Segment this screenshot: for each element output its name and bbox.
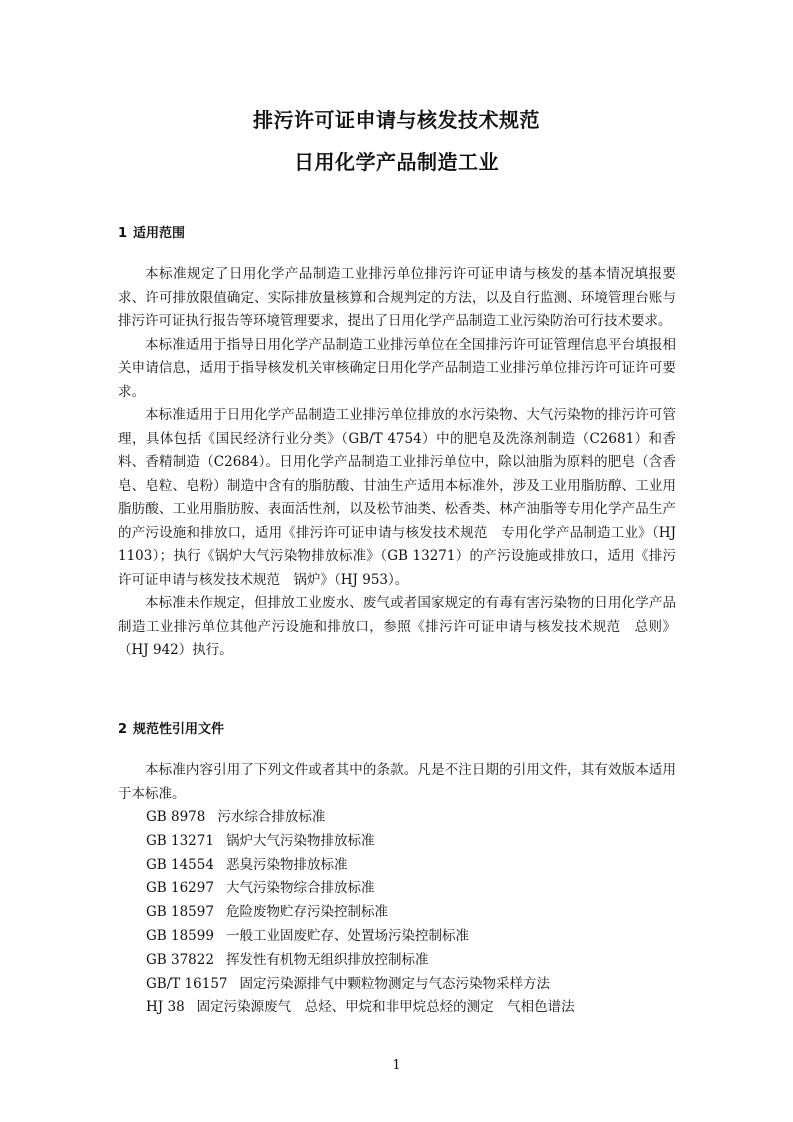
- reference-item: [146, 996, 686, 1020]
- reference-code: GB 8978: [146, 809, 206, 825]
- paragraph: 本标准内容引用了下列文件或者其中的条款。凡是不注日期的引用文件，其有效版本适用于本标准。: [118, 762, 676, 802]
- reference-title: 大气污染物综合排放标准: [225, 880, 375, 897]
- reference-item: [146, 854, 686, 878]
- paragraph: 本标准适用于指导日用化学产品制造工业排污单位在全国排污许可证管理信息平台填报相关申请信息，适用于指导核发机关审核确定日用化学产品制造工业排污单位排污许可证许可要求。: [118, 336, 676, 400]
- section-2-title: 规范性引用文件: [133, 722, 225, 737]
- reference-title: 一般工业固废贮存、处置场污染控制标准: [225, 927, 469, 944]
- reference-code: HJ 38: [146, 999, 185, 1016]
- reference-code: GB 16297: [146, 880, 214, 897]
- reference-title: 危险废物贮存污染控制标准: [225, 904, 388, 921]
- reference-title: 恶臭污染物排放标准: [225, 856, 348, 873]
- reference-list: [146, 806, 686, 1020]
- document-title: 排污许可证申请与核发技术规范: [253, 108, 540, 132]
- reference-code: GB 13271: [146, 832, 214, 849]
- section-2-number: 2: [118, 722, 128, 737]
- section-2-intro: [118, 759, 676, 806]
- reference-code: GB/T 16157: [146, 975, 228, 992]
- reference-title: 固定污染源废气 总烃、甲烷和非甲烷总烃的测定 气相色谱法: [196, 999, 575, 1016]
- reference-title: 污水综合排放标准: [217, 809, 326, 825]
- reference-code: GB 37822: [146, 951, 214, 968]
- paragraph: 本标准规定了日用化学产品制造工业排污单位排污许可证申请与核发的基本情况填报要求、许可排放限值确定、实际排放量核算和合规判定的方法，以及自行监测、环境管理台账与排污许可证执行报告等环境管理要求，提出了日用化学产品制造工业污染防治可行技术要求。: [118, 266, 676, 329]
- page-number: 1: [392, 1058, 401, 1073]
- section-1-title: 适用范围: [133, 226, 186, 241]
- reference-item: [146, 901, 686, 925]
- document-subtitle: 日用化学产品制造工业: [294, 150, 499, 174]
- section-1-body: [118, 263, 676, 663]
- section-2-heading: [118, 718, 224, 737]
- paragraph: 本标准未作规定，但排放工业废水、废气或者国家规定的有毒有害污染物的日用化学产品制造工业排污单位其他产污设施和排放口，参照《排污许可证申请与核发技术规范 总则》（HJ 942）执行。: [118, 595, 676, 658]
- reference-title: 挥发性有机物无组织排放控制标准: [225, 951, 429, 968]
- reference-item: [146, 830, 686, 854]
- reference-item: [146, 949, 686, 973]
- reference-code: GB 14554: [146, 856, 214, 873]
- reference-item: [146, 877, 686, 901]
- section-1-heading: [118, 222, 185, 241]
- paragraph: 本标准适用于日用化学产品制造工业排污单位排放的水污染物、大气污染物的排污许可管理，具体包括《国民经济行业分类》（GB/T 4754）中的肥皂及洗涤剂制造（C2681）和香料、香精制造（C2684）。日用化学产品制造工业排污单位中，除以油脂为原料的肥皂（含香皂、皂粒、皂粉）制造中含有的脂肪酸、甘油生产适用本标准外，涉及工业用脂肪醇、工业用脂肪酸、工业用脂肪胺、表面活性剂，以及松节油类、松香类、林产油脂等专用化学产品生产的产污设施和排放口，适用《排污许可证申请与核发技术规范 专用化学产品制造工业》（HJ 1103）；执行《锅炉大气污染物排放标准》（GB 13271）的产污设施或排放口，适用《排污许可证申请与核发技术规范 锅炉》（HJ 953）。: [118, 407, 676, 588]
- reference-item: [146, 925, 686, 949]
- reference-code: GB 18597: [146, 904, 214, 921]
- reference-item: [146, 806, 686, 830]
- reference-title: 锅炉大气污染物排放标准: [225, 832, 375, 849]
- reference-item: [146, 973, 686, 997]
- reference-title: 固定污染源排气中颗粒物测定与气态污染物采样方法: [239, 975, 550, 992]
- section-1-number: 1: [118, 226, 128, 241]
- reference-code: GB 18599: [146, 927, 214, 944]
